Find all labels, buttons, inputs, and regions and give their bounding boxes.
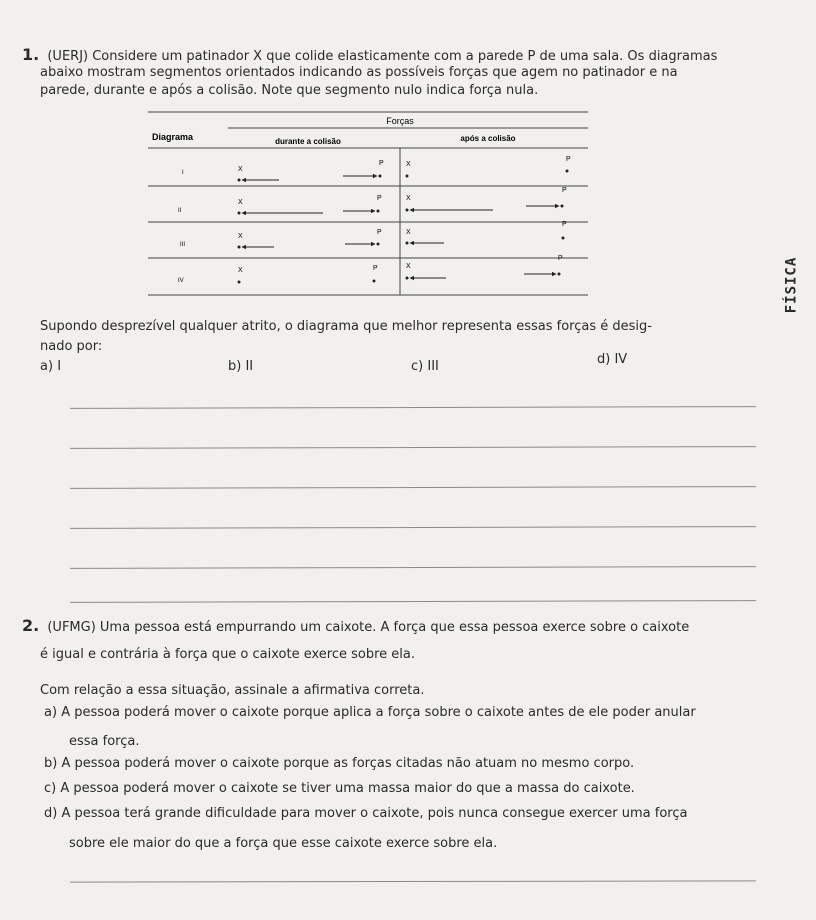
skater-dot: [406, 277, 409, 280]
header-durante: durante a colisão: [275, 137, 341, 146]
skater-dot: [238, 179, 241, 182]
wall-dot: [379, 175, 382, 178]
skater-dot: [238, 246, 241, 249]
x-label: X: [406, 229, 411, 236]
wall-dot: [377, 210, 380, 213]
q2-option-b[interactable]: [44, 755, 634, 773]
q2-option-d-continued: sobre ele maior do que a força que esse caixote exerce sobre ela.: [69, 836, 498, 851]
question-2-prompt: Com relação a essa situação, assinale a afirmativa correta.: [40, 683, 425, 698]
q1-option-d[interactable]: [597, 352, 627, 367]
option-text: II: [245, 359, 254, 374]
wall-dot: [377, 243, 380, 246]
diagram-row-1: [182, 156, 571, 182]
option-text: I: [57, 359, 62, 374]
p-label: P: [566, 156, 571, 163]
question-1-text-1: (UERJ) Considere um patinador X que colide elasticamente com a parede P de uma sala. Os diagramas: [47, 49, 718, 64]
q1-option-b[interactable]: [228, 359, 253, 374]
option-letter: d): [597, 352, 611, 367]
answer-line: [70, 406, 756, 409]
header-apos: após a colisão: [460, 134, 516, 143]
wall-dot: [373, 280, 376, 283]
skater-dot: [406, 209, 409, 212]
p-label: P: [377, 195, 382, 202]
question-1-line-1: [22, 46, 717, 66]
diagram-row-3: [180, 221, 567, 249]
option-text: III: [427, 359, 439, 374]
q1-option-c[interactable]: [411, 359, 439, 374]
answer-line: [70, 566, 756, 569]
skater-dot: [406, 242, 409, 245]
option-letter: d): [44, 806, 58, 821]
question-2-text-1: (UFMG) Uma pessoa está empurrando um caixote. A força que essa pessoa exerce sobre o caixote: [47, 620, 690, 635]
wall-dot: [566, 170, 569, 173]
question-2-line-1: [22, 617, 689, 637]
question-2-line-2: é igual e contrária à força que o caixote exerce sobre ela.: [40, 647, 415, 662]
option-text: A pessoa poderá mover o caixote se tiver uma massa maior do que a massa do caixote.: [60, 781, 635, 796]
answer-line: [70, 446, 756, 449]
p-label: P: [562, 187, 567, 194]
question-1-number: 1.: [22, 45, 40, 64]
option-letter: b): [228, 359, 242, 374]
row-label: III: [180, 242, 186, 248]
answer-line: [70, 600, 756, 603]
question-1-prompt-1: Supondo desprezível qualquer atrito, o diagrama que melhor representa essas forças é desig-: [40, 319, 652, 334]
wall-dot: [562, 237, 565, 240]
x-label: X: [238, 199, 243, 206]
side-subject-label: FÍSICA: [783, 256, 800, 314]
skater-dot: [238, 281, 241, 284]
x-label: X: [238, 233, 243, 240]
option-text: A pessoa poderá mover o caixote porque as forças citadas não atuam no mesmo corpo.: [61, 756, 635, 771]
q2-option-c[interactable]: [44, 780, 635, 798]
wall-dot: [558, 273, 561, 276]
p-label: P: [558, 255, 563, 262]
x-label: X: [238, 166, 243, 173]
header-forcas: Forças: [386, 116, 414, 126]
question-2-number: 2.: [22, 616, 40, 635]
x-label: X: [406, 263, 411, 270]
diagram-row-2: [178, 187, 567, 215]
option-text: A pessoa terá grande dificuldade para mover o caixote, pois nunca consegue exercer uma força: [61, 806, 688, 821]
option-letter: b): [44, 756, 58, 771]
p-label: P: [377, 229, 382, 236]
force-diagram-table: [148, 110, 593, 300]
skater-dot: [406, 175, 409, 178]
answer-line: [70, 486, 756, 489]
answer-line: [70, 880, 756, 882]
x-label: X: [406, 195, 411, 202]
q2-option-a-continued: essa força.: [69, 734, 140, 749]
row-label: IV: [178, 278, 184, 284]
x-label: X: [406, 161, 411, 168]
option-letter: c): [411, 359, 424, 374]
option-letter: c): [44, 781, 57, 796]
p-label: P: [373, 265, 378, 272]
q1-option-a[interactable]: [40, 359, 61, 374]
row-label: II: [178, 208, 182, 214]
p-label: P: [379, 160, 384, 167]
q2-option-a[interactable]: [44, 704, 696, 722]
question-1-prompt-2: nado por:: [40, 339, 103, 354]
option-text: IV: [614, 352, 628, 367]
header-diagrama: Diagrama: [152, 132, 194, 142]
wall-dot: [561, 205, 564, 208]
option-letter: a): [44, 705, 58, 720]
answer-line: [70, 526, 756, 529]
q2-option-d[interactable]: [44, 805, 687, 823]
option-text: A pessoa poderá mover o caixote porque aplica a força sobre o caixote antes de ele poder anular: [61, 705, 696, 720]
question-1-line-3: parede, durante e após a colisão. Note que segmento nulo indica força nula.: [40, 83, 539, 98]
row-label: I: [182, 170, 184, 176]
x-label: X: [238, 267, 243, 274]
question-1-line-2: abaixo mostram segmentos orientados indicando as possíveis forças que agem no patinador e na: [40, 65, 678, 80]
p-label: P: [562, 221, 567, 228]
option-letter: a): [40, 359, 54, 374]
table-grid: [148, 112, 588, 295]
skater-dot: [238, 212, 241, 215]
diagram-row-4: [178, 255, 563, 284]
